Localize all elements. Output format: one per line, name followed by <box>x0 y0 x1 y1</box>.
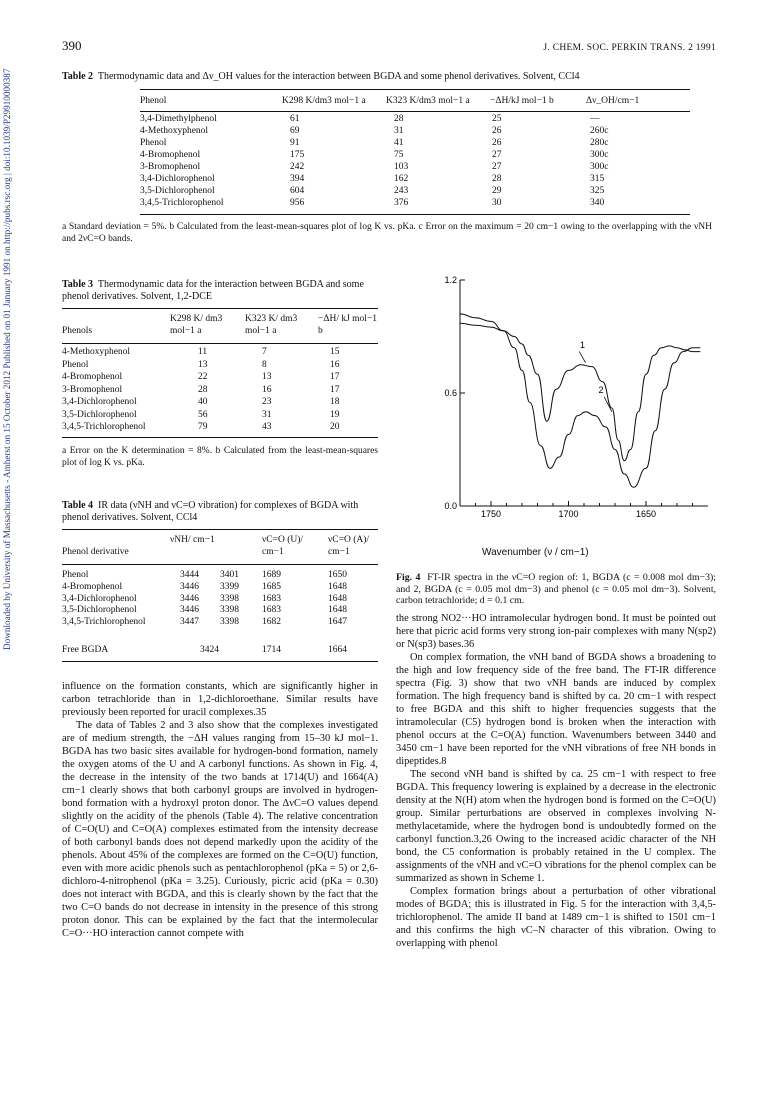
table2-cell: 30 <box>492 198 502 208</box>
table4-cell: 3447 <box>180 617 199 628</box>
table2-cell: 3,4-Dichlorophenol <box>140 174 215 184</box>
table2-cell: 4-Methoxyphenol <box>140 126 209 136</box>
table2-cell: 325 <box>590 186 605 196</box>
table2-cell: 31 <box>394 126 404 136</box>
table4-free-nh: 3424 <box>200 645 219 655</box>
left-paragraph: influence on the formation constants, which are significantly higher in carbon tetrachloride than in 1,2-dichloroethane. Similar results have previously been reported for uracil complexes.35 <box>62 681 378 718</box>
table2-caption <box>62 71 712 83</box>
table4-free-label: Free BGDA <box>62 645 109 655</box>
table3-cell: 16 <box>262 384 272 395</box>
table4-cell: 3399 <box>220 581 239 592</box>
table4-cell: 3401 <box>220 570 239 580</box>
table2-cell: 243 <box>394 186 409 196</box>
table2-cell: 242 <box>290 162 305 172</box>
table3-cell: 18 <box>330 397 340 407</box>
table2-cell: 175 <box>290 150 305 160</box>
table2-top-rule <box>140 89 690 90</box>
table2-cell: 26 <box>492 126 502 136</box>
left-paragraph: The data of Tables 2 and 3 also show that the complexes investigated are of medium strength, the −ΔH values ranging from 15–30 kJ mol−1. BGDA has two basic sites available for hydrogen-bond formation, namely the oxygen atoms of the U and A carbonyl functions. As shown in Fig. 4, the decrease in the intensity of the two bands at 1714(U) and 1664(A) cm−1 clearly shows that both carbonyl groups are involved in hydrogen-bond formation with a hydroxyl proton donor. The ΔνC=O values depend slightly on the acidity of the phenols (Table 4). The relative concentration of C=O(U) and C=O(A) complexes estimated from the intensity decrease of both carbonyl bands does not depend markedly upon the acidity of the phenols. About 45% of the complexes are formed on the C=O(U) function, even with more acidic phenols such as pentachlorophenol (pKa = 5) or 2,6-dichloro-4-nitrophenol (pKa = 3.25). Curiously, picric acid (pKa = 0.30) does not interact with BGDA, and this is clearly shown by the fact that the two C=O bands do not decrease in intensity in the presence of this strong proton donor. This can be explained by the fact that the intermolecular C=O···HO interaction cannot compete with <box>62 720 378 939</box>
table3-header-phenols: Phenols <box>62 326 93 336</box>
curve-label-1: 1 <box>579 339 585 350</box>
table2-header-k323: K323 K/dm3 mol−1 a <box>386 96 470 106</box>
table4-cell: 1685 <box>262 581 281 592</box>
figure4-caption-text: FT-IR spectra in the νC=O region of: 1, BGDA (c = 0.008 mol dm−3); and 2, BGDA (c = 0.05 mol dm−3) and phenol (c = 0.05 mol dm−3). Solvent, carbon tetrachloride; d = 0.1 cm. <box>396 572 716 606</box>
table3-cell: 3,5-Dichlorophenol <box>62 409 137 420</box>
table4-header-nh: νNH/ cm−1 <box>170 535 215 545</box>
x-tick-label: 1650 <box>635 509 657 519</box>
table3-cell: 8 <box>262 359 267 370</box>
table4-cell: 3444 <box>180 570 199 580</box>
table4-cell: 1648 <box>328 581 347 592</box>
figure4-labels <box>579 340 612 412</box>
figure4-caption <box>396 572 716 607</box>
curve-label-2: 2 <box>598 385 604 395</box>
table4-cell: 3398 <box>220 605 239 616</box>
table4-cell: 3398 <box>220 593 239 604</box>
y-tick-label: 0.6 <box>444 388 457 398</box>
x-tick-label: 1750 <box>480 509 502 519</box>
table2-cell: 4-Bromophenol <box>140 150 201 160</box>
running-head: J. CHEM. SOC. PERKIN TRANS. 2 1991 <box>543 43 716 53</box>
table4-caption <box>62 500 382 524</box>
table2-cell: 75 <box>394 150 404 160</box>
table4-free-coa: 1664 <box>328 645 347 655</box>
table4-cell: 1689 <box>262 570 281 580</box>
table4-cell: 1647 <box>328 617 347 628</box>
table3-header-k298: K298 K/ dm3 mol−1 a <box>170 314 223 336</box>
table4-cell: 1648 <box>328 605 347 616</box>
table3-cell: 20 <box>330 422 340 432</box>
table3-cell: 22 <box>198 372 208 382</box>
table2-header-k298: K298 K/dm3 mol−1 a <box>282 96 366 106</box>
table2-cell: 27 <box>492 150 502 160</box>
table3-cell: 43 <box>262 422 272 432</box>
x-tick-label: 1700 <box>558 509 579 519</box>
table2-cell: 28 <box>394 114 404 124</box>
table3-cell: 3-Bromophenol <box>62 384 123 395</box>
table2-cell: 604 <box>290 186 305 196</box>
y-tick-label: 0.0 <box>444 501 457 511</box>
table4-header-cou: νC=O (U)/ cm−1 <box>262 535 304 557</box>
table3-cell: 3,4,5-Trichlorophenol <box>62 422 146 432</box>
table2-cell: 103 <box>394 162 409 172</box>
right-paragraph: The second νNH band is shifted by ca. 25 cm−1 with respect to free BGDA. This frequency lowering is explained by a decrease in the electronic density at the N(H) atom when the hydrogen bond is formed on the C=O(U) group. Similar perturbations are observed in complexes involving N-methylacetamide, where the hydrogen bond is undoubtedly formed on the carbonyl function.3,26 Owing to the increased acidic character of the NH bond, the C5 conformation is probably retained in the U complex. The assignments of the νNH and νC=O vibrations for the phenol complex can be summarized as shown in Scheme 1. <box>396 769 716 884</box>
table3-cell: 16 <box>330 359 340 370</box>
right-paragraph: On complex formation, the νNH band of BGDA shows a broadening to the high and low frequency side of the free band. The FT-IR difference spectra (Fig. 3) show that two νNH bands are induced by complex formation. The high frequency band is shifted by ca. 20 cm−1 with respect to free BGDA and this shift to higher frequencies suggests that the intramolecular (C5) hydrogen bond is broken when the interaction with phenol occurs at the C=O(A) function. Wavenumbers between 3440 and 3450 cm−1 have been reported for the νNH vibrations of free NH bonds in dipeptides.8 <box>396 652 716 767</box>
table3-cell: 31 <box>262 409 272 420</box>
table4-caption-text: IR data (νNH and νC=O vibration) for complexes of BGDA with phenol derivatives. Solvent, CCl4 <box>62 500 359 523</box>
table2-cell: Phenol <box>140 138 167 148</box>
table4-cell: 4-Bromophenol <box>62 581 123 592</box>
table4-cell: 3446 <box>180 581 199 592</box>
table2-cell: 91 <box>290 138 300 148</box>
table2-cell: 25 <box>492 114 502 124</box>
table2-cell: 27 <box>492 162 502 172</box>
table4-top-rule <box>62 529 378 530</box>
table2-cell: 61 <box>290 114 300 124</box>
table3-cell: 4-Bromophenol <box>62 372 123 382</box>
table2-header-phenol: Phenol <box>140 96 167 106</box>
table3-cell: 15 <box>330 347 340 357</box>
curve-label-1-leader <box>579 352 585 363</box>
table3-cell: 13 <box>262 372 272 382</box>
table3-cell: 56 <box>198 409 208 420</box>
table2-caption-text: Thermodynamic data and Δν_OH values for the interaction between BGDA and some phenol derivatives. Solvent, CCl4 <box>97 71 580 82</box>
right-paragraph: Complex formation brings about a perturbation of other vibrational modes of BGDA; this is illustrated in Fig. 5 for the interaction with 3,4,5-trichlorophenol. The amide II band at 1489 cm−1 is shifted to 1501 cm−1 and this confirms the high νC–N character of this vibration. Owing to overlapping with phenol <box>396 886 716 949</box>
table3-cell: 17 <box>330 372 340 382</box>
table3-caption-label: Table 3 <box>62 279 94 290</box>
table2-cell: 300c <box>590 162 609 172</box>
table4-head-rule <box>62 564 378 565</box>
table2-cell: — <box>590 114 600 124</box>
table4-header-phenol: Phenol derivative <box>62 547 129 557</box>
table3-head-rule <box>62 343 378 344</box>
table2-caption-label: Table 2 <box>62 71 94 82</box>
table4-cell: 3,5-Dichlorophenol <box>62 605 137 616</box>
table2-cell: 29 <box>492 186 502 196</box>
table3-caption-text: Thermodynamic data for the interaction between BGDA and some phenol derivatives. Solvent, 1,2-DCE <box>62 279 364 302</box>
table4-cell: 3446 <box>180 593 199 604</box>
table2-cell: 315 <box>590 174 605 184</box>
table4-cell: 1683 <box>262 593 281 604</box>
table3-footnote: a Error on the K determination = 8%. b Calculated from the least-mean-squares plot of log K vs. pKa. <box>62 446 378 468</box>
table2-cell: 69 <box>290 126 300 136</box>
table3-cell: 11 <box>198 347 208 357</box>
download-notice <box>2 68 20 650</box>
table2-cell: 280c <box>590 138 609 148</box>
table2-cell: 28 <box>492 174 502 184</box>
table4-cell: Phenol <box>62 570 89 580</box>
table2-cell: 3,5-Dichlorophenol <box>140 186 215 196</box>
table4-cell: 1650 <box>328 570 347 580</box>
table3-cell: 28 <box>198 384 208 395</box>
table4-cell: 3,4,5-Trichlorophenol <box>62 617 146 628</box>
table3-cell: 79 <box>198 422 208 432</box>
table2-cell: 300c <box>590 150 609 160</box>
table3-caption <box>62 279 382 303</box>
download-notice-text: Downloaded by University of Massachusetts - Amherst on 15 October 2012 Published on 01 January 1991 on http://pubs.rsc.org | doi:10.1039/P29910000387 <box>2 68 12 650</box>
table2-header-dh: −ΔH/kJ mol−1 b <box>490 96 554 106</box>
table2-header-dnu: Δν_OH/cm−1 <box>586 96 640 106</box>
table3-header-k323: K323 K/ dm3 mol−1 a <box>245 314 298 336</box>
table3-cell: 19 <box>330 409 340 420</box>
table2-footnote: a Standard deviation = 5%. b Calculated from the least-mean-squares plot of log K vs. pKa. c Error on the maximum = 20 cm−1 owing to the overlapping with the νNH and 2νC=O bands. <box>62 222 712 244</box>
table3-cell: 17 <box>330 384 340 395</box>
table4-cell: 1683 <box>262 605 281 616</box>
figure4-axes <box>444 275 708 519</box>
table2-head-rule <box>140 111 690 112</box>
table2-cell: 260c <box>590 126 609 136</box>
table2-cell: 376 <box>394 198 409 208</box>
table4-header-coa: νC=O (A)/ cm−1 <box>328 535 370 557</box>
table2-bottom-rule <box>140 214 690 215</box>
table2-cell: 956 <box>290 198 305 208</box>
table4-bottom-rule <box>62 661 378 662</box>
table3-bottom-rule <box>62 437 378 438</box>
table3-header-dh: −ΔH/ kJ mol−1 b <box>318 314 378 336</box>
table3-cell: 4-Methoxyphenol <box>62 347 131 357</box>
y-tick-label: 1.2 <box>444 275 457 285</box>
table3-cell: 7 <box>262 347 267 357</box>
page-number: 390 <box>62 38 82 53</box>
figure4-xlabel: Wavenumber (ν / cm−1) <box>482 547 589 558</box>
right-column-text <box>396 612 716 950</box>
table2-cell: 3,4-Dimethylphenol <box>140 114 217 124</box>
table4-free-cou: 1714 <box>262 645 281 655</box>
table3-cell: Phenol <box>62 359 89 370</box>
table3-cell: 13 <box>198 359 208 370</box>
table4-cell: 1648 <box>328 593 347 604</box>
table4-caption-label: Table 4 <box>62 500 94 511</box>
right-paragraph: the strong NO2···HO intramolecular hydrogen bond. It must be pointed out here that picric acid forms very strong ion-pair complexes with many N(sp2) or N(sp3) bases.36 <box>396 613 716 650</box>
table4-cell: 3,4-Dichlorophenol <box>62 593 137 604</box>
table3-cell: 3,4-Dichlorophenol <box>62 397 137 407</box>
left-column-text <box>62 680 378 940</box>
table2-cell: 394 <box>290 174 305 184</box>
table3-cell: 40 <box>198 397 208 407</box>
table2-cell: 26 <box>492 138 502 148</box>
table4-cell: 3398 <box>220 617 239 628</box>
figure4-chart <box>420 270 720 540</box>
table4-cell: 3446 <box>180 605 199 616</box>
table2-cell: 3,4,5-Trichlorophenol <box>140 198 224 208</box>
table4-cell: 1682 <box>262 617 281 628</box>
table2-cell: 41 <box>394 138 404 148</box>
table2-cell: 162 <box>394 174 409 184</box>
table3-cell: 23 <box>262 397 272 407</box>
table3-top-rule <box>62 308 378 309</box>
table2-cell: 3-Bromophenol <box>140 162 201 172</box>
figure4-caption-label: Fig. 4 <box>396 572 421 583</box>
table2-cell: 340 <box>590 198 605 208</box>
